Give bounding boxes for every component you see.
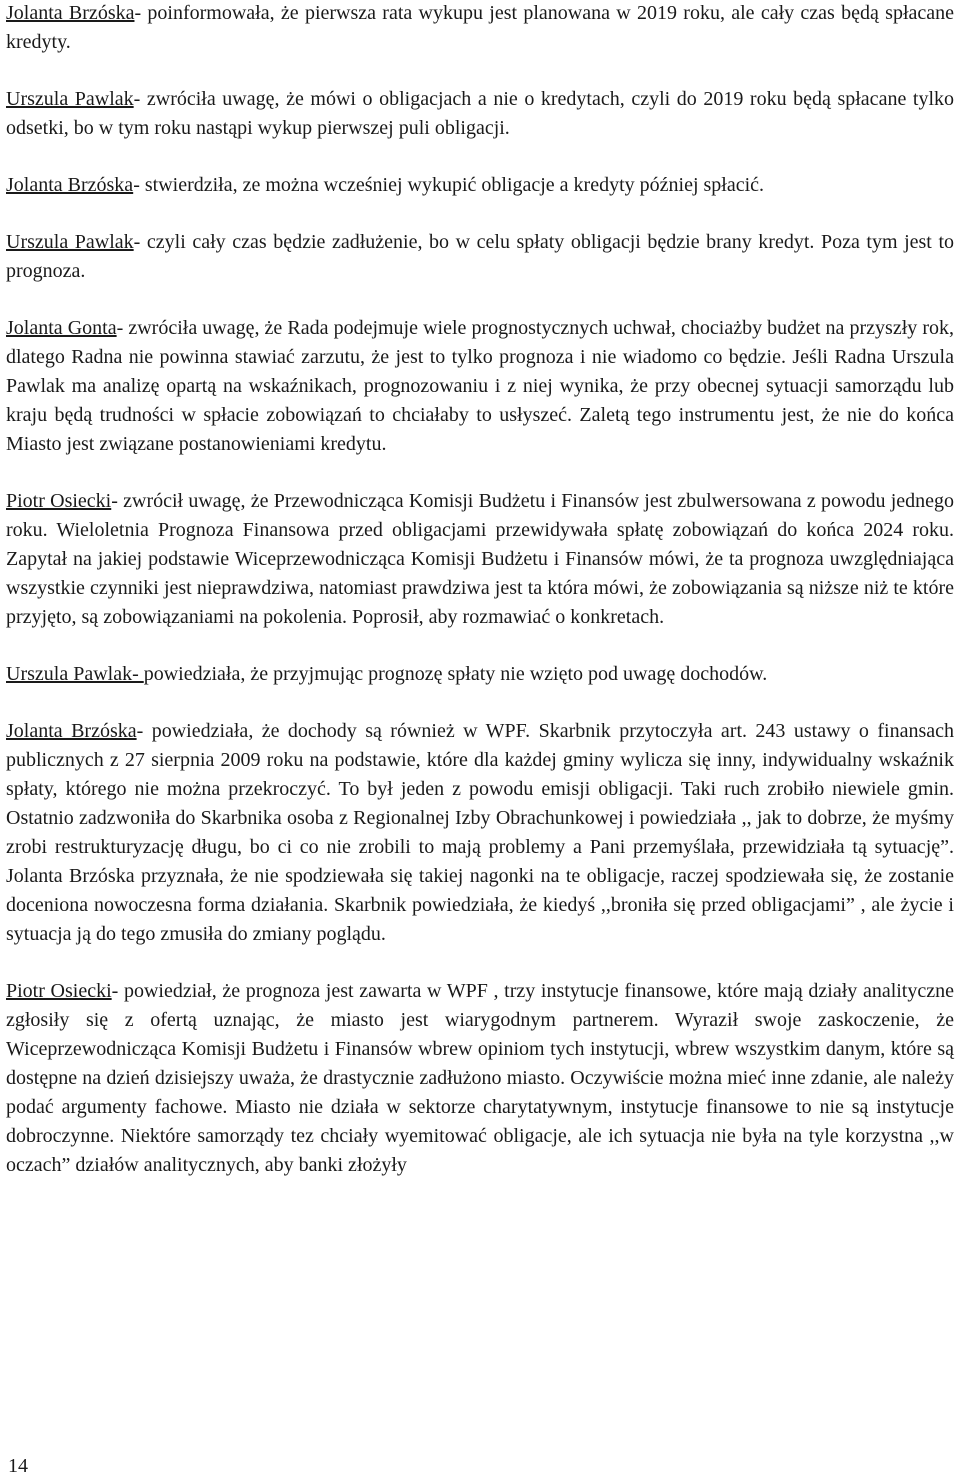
- speaker-name: Urszula Pawlak-: [6, 663, 144, 685]
- paragraph-osiecki-2: [6, 977, 954, 1180]
- paragraph-pawlak-1: [6, 85, 954, 143]
- paragraph-text: - stwierdziła, ze można wcześniej wykupić obligacje a kredyty później spłacić.: [133, 174, 765, 196]
- speaker-name: Urszula Pawlak: [6, 231, 134, 253]
- document-page: [6, 0, 954, 1208]
- paragraph-text: - powiedział, że prognoza jest zawarta w WPF , trzy instytucje finansowe, które mają działy analityczne zgłosiły się z ofertą uznając, że miasto jest wiarygodnym partnerem. Wyraził swoje zaskoczenie, że Wiceprzewodnicząca Komisji Budżetu i Finansów wbrew opiniom tych instytucji, wbrew wszystkim danym, które są dostępne na dzień dzisiejszy uważa, że drastycznie zadłużono miasto. Oczywiście można mieć inne zdanie, ale należy podać argumenty fachowe. Miasto nie działa w sektorze charytatywnym, instytucje finansowe to nie są instytucje dobroczynne. Niektóre samorządy tez chciały wyemitować obligacje, ale ich sytuacja nie była na tyle korzystna ,,w oczach” działów analitycznych, aby banki złożyły: [6, 980, 954, 1176]
- speaker-name: Piotr Osiecki: [6, 980, 112, 1002]
- speaker-name: Jolanta Gonta: [6, 317, 117, 339]
- paragraph-brzoska-1: [6, 0, 954, 57]
- paragraph-pawlak-2: [6, 228, 954, 286]
- paragraph-text: - zwrócił uwagę, że Przewodnicząca Komisji Budżetu i Finansów jest zbulwersowana z powodu jednego roku. Wieloletnia Prognoza Finansowa przed obligacjami przewidywała spłatę zobowiązań do końca 2024 roku. Zapytał na jakiej podstawie Wiceprzewodnicząca Komisji Budżetu i Finansów mówi, że ta prognoza uwzględniająca wszystkie czynniki jest nieprawdziwa, natomiast prawdziwa jest ta która mówi, że zobowiązania są niższe niż te które przyjęto, są zobowiązaniami na pokolenia. Poprosił, aby rozmawiać o konkretach.: [6, 490, 954, 628]
- speaker-name: Jolanta Brzóska: [6, 174, 134, 196]
- paragraph-text: - czyli cały czas będzie zadłużenie, bo w celu spłaty obligacji będzie brany kredyt. Poza tym jest to prognoza.: [6, 231, 954, 282]
- paragraph-text: powiedziała, że przyjmując prognozę spłaty nie wzięto pod uwagę dochodów.: [143, 663, 768, 685]
- paragraph-gonta: [6, 314, 954, 459]
- paragraph-text: - zwróciła uwagę, że mówi o obligacjach a nie o kredytach, czyli do 2019 roku będą spłacane tylko odsetki, bo w tym roku nastąpi wykup pierwszej puli obligacji.: [6, 88, 955, 139]
- speaker-name: Jolanta Brzóska: [6, 2, 135, 24]
- paragraph-text: - powiedziała, że dochody są również w WPF. Skarbnik przytoczyła art. 243 ustawy o finansach publicznych z 27 sierpnia 2009 roku na podstawie, które dla każdej gminy wylicza się inny, indywidualny wskaźnik spłaty, którego nie można przekroczyć. To był jeden z powodu emisji obligacji. Taki ruch zrobiło niewiele gmin. Ostatnio zadzwoniła do Skarbnika osoba z Regionalnej Izby Obrachunkowej i powiedziała ,, jak to dobrze, że myśmy zrobi restrukturyzację długu, bo ci co nie zrobili to mają problemy a Pani przemyślała, przewidziała tą sytuację”. Jolanta Brzóska przyznała, że nie spodziewała się takiej nagonki na te obligacje, raczej spodziewała się, że zostanie doceniona nowoczesna forma działania. Skarbnik powiedziała, że kiedyś ,,broniła się przed obligacjami” , ale życie i sytuacja ją do tego zmusiła do zmiany poglądu.: [6, 720, 954, 945]
- paragraph-text: - poinformowała, że pierwsza rata wykupu jest planowana w 2019 roku, ale cały czas będą spłacane kredyty.: [6, 2, 955, 53]
- speaker-name: Piotr Osiecki: [6, 490, 112, 512]
- speaker-name: Urszula Pawlak: [6, 88, 134, 110]
- speaker-name: Jolanta Brzóska: [6, 720, 137, 742]
- paragraph-pawlak-3: [6, 660, 954, 689]
- paragraph-brzoska-3: [6, 717, 954, 949]
- paragraph-brzoska-2: [6, 171, 954, 200]
- paragraph-osiecki-1: [6, 487, 954, 632]
- page-number: 14: [8, 1455, 28, 1477]
- paragraph-text: - zwróciła uwagę, że Rada podejmuje wiele prognostycznych uchwał, chociażby budżet na przyszły rok, dlatego Radna nie powinna stawiać zarzutu, że jest to tylko prognoza i nie wiadomo co będzie. Jeśli Radna Urszula Pawlak ma analizę opartą na wskaźnikach, prognozowaniu i z niej wynika, że przy obecnej sytuacji samorządu lub kraju będą trudności w spłacie zobowiązań to chciałaby to usłyszeć. Zaletą tego instrumentu jest, że nie do końca Miasto jest związane postanowieniami kredytu.: [6, 317, 954, 455]
